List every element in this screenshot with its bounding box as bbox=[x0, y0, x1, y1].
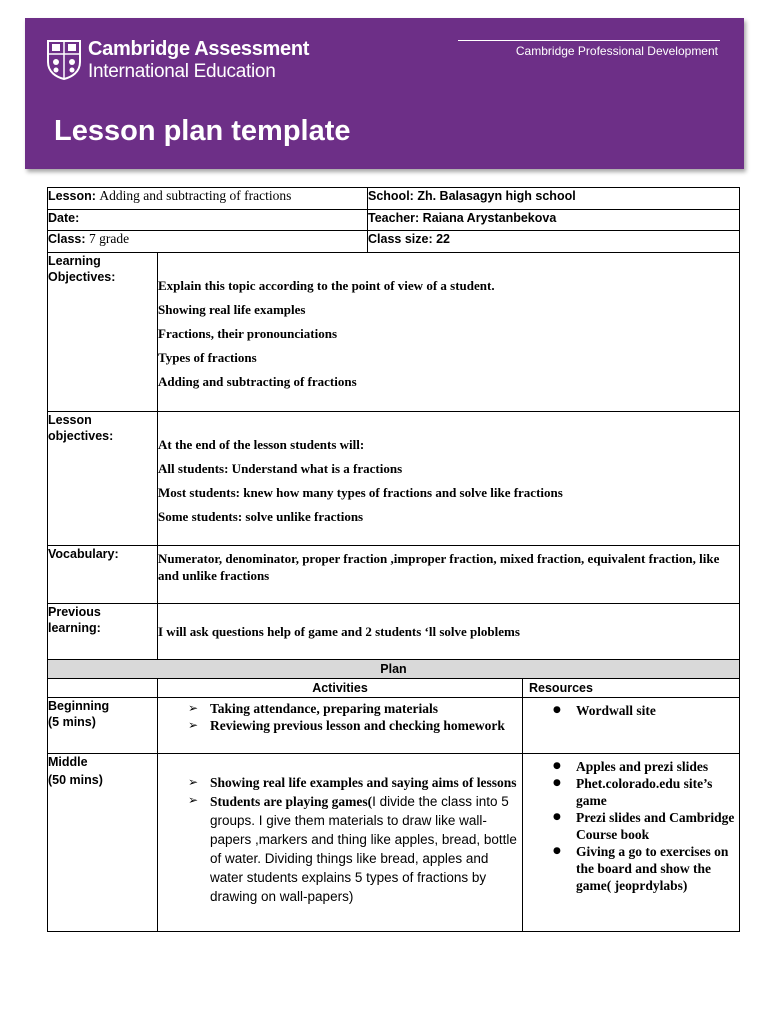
previous-learning-label bbox=[48, 604, 158, 660]
middle-activities bbox=[158, 754, 523, 932]
lesson-objective-item: At the end of the lesson students will: bbox=[158, 437, 365, 452]
learning-objective-item: Adding and subtracting of fractions bbox=[158, 374, 357, 389]
page-title: Lesson plan template bbox=[54, 115, 351, 147]
middle-resources bbox=[523, 754, 740, 932]
learning-objective-item: Fractions, their pronounciations bbox=[158, 326, 338, 341]
lesson-objectives-content bbox=[158, 412, 740, 546]
lesson-objectives-label-line2: objectives: bbox=[48, 429, 114, 443]
org-name-line1: Cambridge Assessment bbox=[88, 38, 310, 60]
beginning-row bbox=[48, 698, 740, 754]
teacher-value: Raiana Arystanbekova bbox=[422, 211, 557, 225]
lesson-objective-item: Most students: knew how many types of fractions and solve like fractions bbox=[158, 485, 563, 500]
header-subtitle: Cambridge Professional Development bbox=[515, 44, 718, 58]
learning-objectives-row bbox=[48, 253, 740, 412]
resource-item: ● Giving a go to exercises on the board and show the game( jeoprdylabs) bbox=[576, 843, 735, 894]
beginning-title: Beginning bbox=[48, 699, 110, 713]
vocabulary-content: Numerator, denominator, proper fraction ,improper fraction, mixed fraction, equivalent fraction, like and unlike fractions bbox=[158, 546, 740, 604]
middle-title: Middle bbox=[48, 755, 88, 769]
class-size-cell bbox=[368, 231, 740, 253]
date-row bbox=[48, 210, 740, 231]
lesson-label: Lesson: bbox=[48, 189, 96, 203]
lesson-row bbox=[48, 188, 740, 210]
plan-empty-header bbox=[48, 679, 158, 698]
learning-objective-item: Explain this topic according to the point of view of a student. bbox=[158, 278, 495, 293]
middle-duration: (50 mins) bbox=[48, 773, 103, 787]
plan-title: Plan bbox=[48, 660, 740, 679]
school-cell bbox=[368, 188, 740, 210]
activity-item: ➢ Reviewing previous lesson and checking homework bbox=[210, 717, 518, 734]
beginning-label bbox=[48, 698, 158, 754]
resource-item: ● Wordwall site bbox=[576, 702, 735, 719]
activity-item bbox=[210, 792, 518, 906]
learning-objectives-label-line2: Objectives: bbox=[48, 270, 116, 284]
class-size-value: 22 bbox=[436, 232, 451, 246]
learning-objectives-content bbox=[158, 253, 740, 412]
vocabulary-label: Vocabulary: bbox=[48, 546, 158, 604]
cambridge-shield-icon bbox=[47, 40, 81, 80]
header-divider bbox=[458, 40, 720, 41]
lesson-objective-item: All students: Understand what is a fractions bbox=[158, 461, 403, 476]
activities-header: Activities bbox=[158, 679, 523, 698]
previous-learning-content: I will ask questions help of game and 2 students ‘ll solve ploblems bbox=[158, 604, 740, 660]
lesson-objectives-label-line1: Lesson bbox=[48, 413, 92, 427]
plan-header-row bbox=[48, 660, 740, 679]
lesson-objectives-label bbox=[48, 412, 158, 546]
middle-row bbox=[48, 754, 740, 932]
learning-objectives-label-line1: Learning bbox=[48, 254, 101, 268]
beginning-duration: (5 mins) bbox=[48, 715, 96, 729]
date-label: Date: bbox=[48, 211, 80, 225]
resources-header: Resources bbox=[523, 679, 740, 698]
teacher-cell bbox=[368, 210, 740, 231]
school-value: Zh. Balasagyn high school bbox=[417, 189, 576, 203]
resource-item: ● Phet.colorado.edu site’s game bbox=[576, 775, 735, 809]
previous-learning-label-line2: learning: bbox=[48, 621, 101, 635]
class-row bbox=[48, 231, 740, 253]
org-name-line2: International Education bbox=[88, 61, 276, 82]
lesson-objectives-row bbox=[48, 412, 740, 546]
activity-item: ➢ Showing real life examples and saying aims of lessons bbox=[210, 774, 518, 791]
lesson-plan-table bbox=[47, 187, 740, 932]
lesson-cell bbox=[48, 188, 368, 210]
class-cell bbox=[48, 231, 368, 253]
lesson-objective-item: Some students: solve unlike fractions bbox=[158, 509, 364, 524]
previous-learning-label-line1: Previous bbox=[48, 605, 101, 619]
teacher-label: Teacher: bbox=[368, 211, 420, 225]
date-cell bbox=[48, 210, 368, 231]
learning-objective-item: Types of fractions bbox=[158, 350, 257, 365]
class-size-label: Class size: bbox=[368, 232, 433, 246]
learning-objectives-label bbox=[48, 253, 158, 412]
beginning-activities bbox=[158, 698, 523, 754]
activity-bold-part: Students are playing games( bbox=[210, 794, 373, 809]
class-value: 7 grade bbox=[89, 231, 130, 246]
resource-item: ● Prezi slides and Cambridge Course book bbox=[576, 809, 735, 843]
lesson-value: Adding and subtracting of fractions bbox=[99, 188, 292, 203]
plan-columns-row bbox=[48, 679, 740, 698]
vocabulary-row bbox=[48, 546, 740, 604]
resource-item: ● Apples and prezi slides bbox=[576, 758, 735, 775]
previous-learning-row bbox=[48, 604, 740, 660]
activity-detail: I divide the class into 5 groups. I give them materials to draw like wall-papers ,markers and thing like apples, bread, bottle of water. Dividing things like bread, apples and water students explains 5 types of fractions by drawing on wall-papers) bbox=[210, 794, 517, 904]
school-label: School: bbox=[368, 189, 414, 203]
header-banner bbox=[25, 18, 744, 169]
activity-item: ➢ Taking attendance, preparing materials bbox=[210, 700, 518, 717]
learning-objective-item: Showing real life examples bbox=[158, 302, 306, 317]
class-label: Class: bbox=[48, 232, 86, 246]
beginning-resources bbox=[523, 698, 740, 754]
middle-label bbox=[48, 754, 158, 932]
